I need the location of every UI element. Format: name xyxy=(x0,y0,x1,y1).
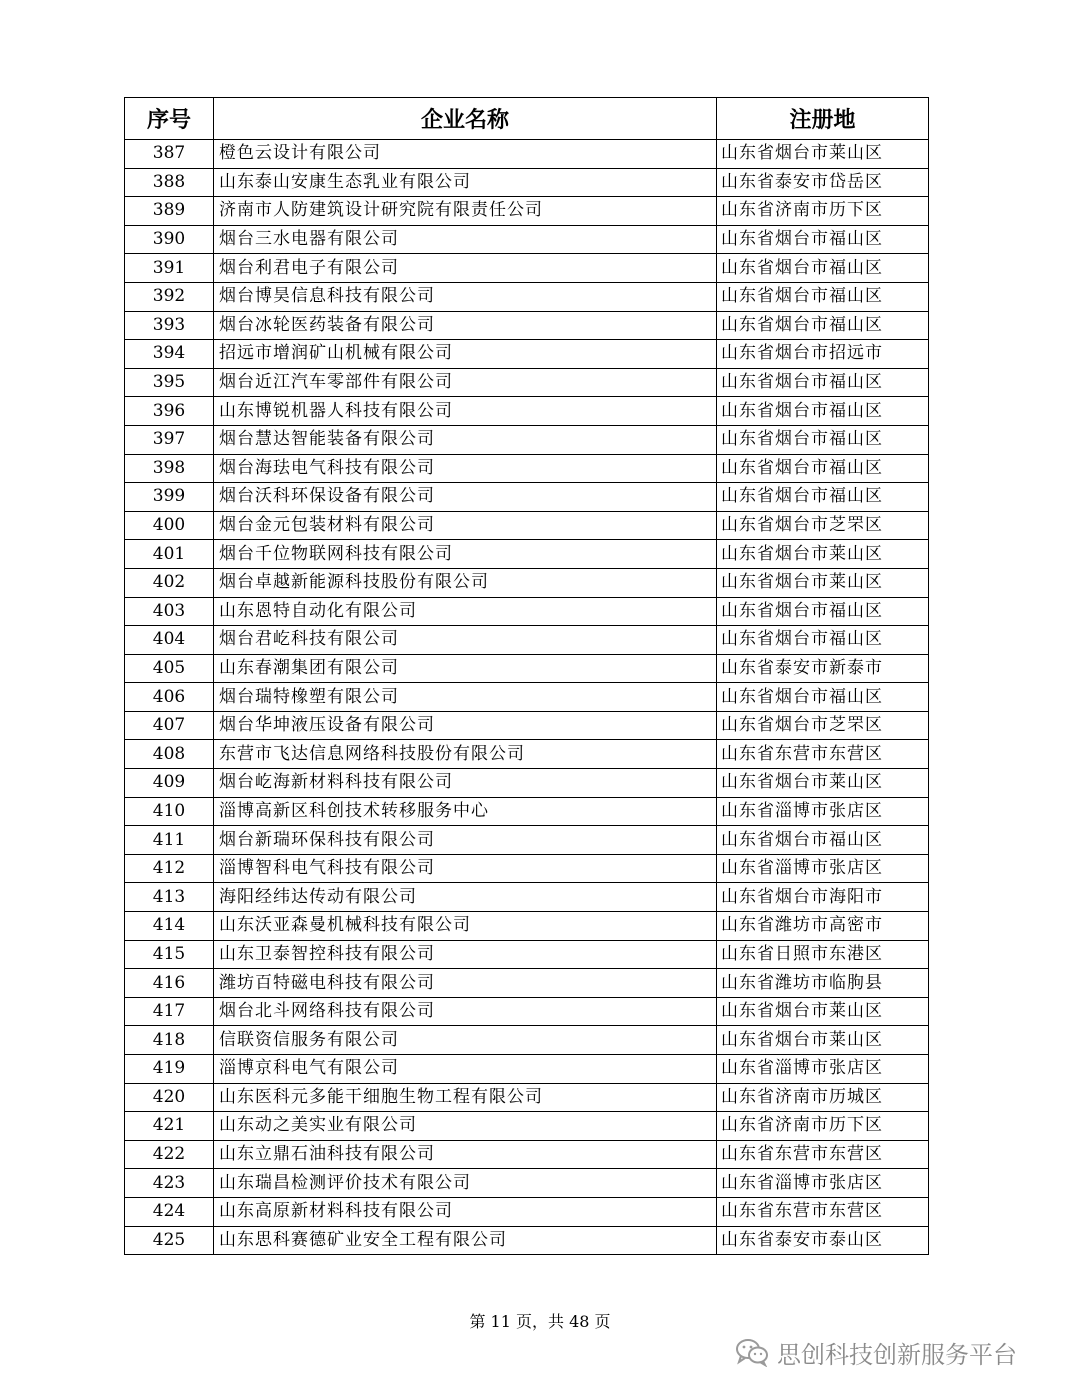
serial-number-cell: 388 xyxy=(125,168,214,197)
registration-place-cell: 山东省泰安市新泰市 xyxy=(717,654,929,683)
company-name-cell: 烟台屹海新材料科技有限公司 xyxy=(214,769,717,798)
table-row xyxy=(125,854,929,883)
company-name-cell: 山东医科元多能干细胞生物工程有限公司 xyxy=(214,1083,717,1112)
watermark xyxy=(735,1334,1017,1370)
table-row xyxy=(125,997,929,1026)
serial-number-cell: 392 xyxy=(125,282,214,311)
company-name-cell: 烟台千位物联网科技有限公司 xyxy=(214,540,717,569)
registration-place-cell: 山东省烟台市福山区 xyxy=(717,311,929,340)
company-name-cell: 烟台金元包装材料有限公司 xyxy=(214,511,717,540)
company-name-cell: 东营市飞达信息网络科技股份有限公司 xyxy=(214,740,717,769)
table-row xyxy=(125,282,929,311)
company-name-cell: 山东沃亚森曼机械科技有限公司 xyxy=(214,912,717,941)
serial-number-cell: 404 xyxy=(125,626,214,655)
serial-number-cell: 418 xyxy=(125,1026,214,1055)
registration-place-cell: 山东省烟台市福山区 xyxy=(717,225,929,254)
serial-number-cell: 394 xyxy=(125,340,214,369)
company-name-cell: 山东动之美实业有限公司 xyxy=(214,1112,717,1141)
registration-place-cell: 山东省烟台市海阳市 xyxy=(717,883,929,912)
company-name-cell: 济南市人防建筑设计研究院有限责任公司 xyxy=(214,197,717,226)
serial-number-cell: 396 xyxy=(125,397,214,426)
serial-number-cell: 414 xyxy=(125,912,214,941)
header-company-name: 企业名称 xyxy=(214,98,717,140)
serial-number-cell: 407 xyxy=(125,711,214,740)
serial-number-cell: 400 xyxy=(125,511,214,540)
table-row xyxy=(125,912,929,941)
company-name-cell: 山东卫泰智控科技有限公司 xyxy=(214,940,717,969)
serial-number-cell: 425 xyxy=(125,1226,214,1255)
table-row xyxy=(125,197,929,226)
table-row xyxy=(125,511,929,540)
table-row xyxy=(125,740,929,769)
table-row xyxy=(125,225,929,254)
table-row xyxy=(125,311,929,340)
table-row xyxy=(125,969,929,998)
registration-place-cell: 山东省烟台市福山区 xyxy=(717,282,929,311)
registration-place-cell: 山东省济南市历下区 xyxy=(717,1112,929,1141)
company-name-cell: 淄博京科电气有限公司 xyxy=(214,1055,717,1084)
registration-place-cell: 山东省烟台市莱山区 xyxy=(717,568,929,597)
company-name-cell: 山东立鼎石油科技有限公司 xyxy=(214,1140,717,1169)
table-row xyxy=(125,1083,929,1112)
table-row xyxy=(125,254,929,283)
table-row xyxy=(125,397,929,426)
serial-number-cell: 416 xyxy=(125,969,214,998)
serial-number-cell: 402 xyxy=(125,568,214,597)
registration-place-cell: 山东省烟台市莱山区 xyxy=(717,769,929,798)
registration-place-cell: 山东省烟台市福山区 xyxy=(717,425,929,454)
table-row xyxy=(125,797,929,826)
serial-number-cell: 410 xyxy=(125,797,214,826)
company-name-cell: 烟台华坤液压设备有限公司 xyxy=(214,711,717,740)
table-row xyxy=(125,597,929,626)
registration-place-cell: 山东省东营市东营区 xyxy=(717,1197,929,1226)
table-body xyxy=(125,140,929,1255)
serial-number-cell: 390 xyxy=(125,225,214,254)
table-header-row xyxy=(125,98,929,140)
registration-place-cell: 山东省烟台市福山区 xyxy=(717,454,929,483)
company-name-cell: 烟台近江汽车零部件有限公司 xyxy=(214,368,717,397)
serial-number-cell: 409 xyxy=(125,769,214,798)
serial-number-cell: 420 xyxy=(125,1083,214,1112)
registration-place-cell: 山东省烟台市芝罘区 xyxy=(717,511,929,540)
registration-place-cell: 山东省烟台市莱山区 xyxy=(717,540,929,569)
registration-place-cell: 山东省淄博市张店区 xyxy=(717,1055,929,1084)
registration-place-cell: 山东省烟台市福山区 xyxy=(717,683,929,712)
serial-number-cell: 397 xyxy=(125,425,214,454)
company-name-cell: 烟台冰轮医药装备有限公司 xyxy=(214,311,717,340)
registration-place-cell: 山东省淄博市张店区 xyxy=(717,854,929,883)
serial-number-cell: 405 xyxy=(125,654,214,683)
serial-number-cell: 401 xyxy=(125,540,214,569)
registration-place-cell: 山东省烟台市莱山区 xyxy=(717,1026,929,1055)
table-row xyxy=(125,368,929,397)
company-name-cell: 烟台博昊信息科技有限公司 xyxy=(214,282,717,311)
registration-place-cell: 山东省烟台市招远市 xyxy=(717,340,929,369)
registration-place-cell: 山东省潍坊市临朐县 xyxy=(717,969,929,998)
registration-place-cell: 山东省烟台市福山区 xyxy=(717,626,929,655)
table-row xyxy=(125,654,929,683)
serial-number-cell: 406 xyxy=(125,683,214,712)
table-row xyxy=(125,683,929,712)
registration-place-cell: 山东省东营市东营区 xyxy=(717,1140,929,1169)
serial-number-cell: 393 xyxy=(125,311,214,340)
company-name-cell: 山东博锐机器人科技有限公司 xyxy=(214,397,717,426)
serial-number-cell: 398 xyxy=(125,454,214,483)
registration-place-cell: 山东省烟台市福山区 xyxy=(717,826,929,855)
serial-number-cell: 413 xyxy=(125,883,214,912)
page-number: 第 11 页，共 48 页 xyxy=(469,1312,611,1331)
table-row xyxy=(125,340,929,369)
header-registration: 注册地 xyxy=(717,98,929,140)
serial-number-cell: 424 xyxy=(125,1197,214,1226)
registration-place-cell: 山东省济南市历城区 xyxy=(717,1083,929,1112)
wechat-icon xyxy=(735,1337,769,1367)
serial-number-cell: 408 xyxy=(125,740,214,769)
table-row xyxy=(125,1055,929,1084)
company-name-cell: 烟台卓越新能源科技股份有限公司 xyxy=(214,568,717,597)
table-row xyxy=(125,940,929,969)
table-row xyxy=(125,140,929,169)
registration-place-cell: 山东省烟台市芝罘区 xyxy=(717,711,929,740)
table-row xyxy=(125,1226,929,1255)
registration-place-cell: 山东省日照市东港区 xyxy=(717,940,929,969)
company-name-cell: 烟台君屹科技有限公司 xyxy=(214,626,717,655)
table-row xyxy=(125,826,929,855)
registration-place-cell: 山东省烟台市福山区 xyxy=(717,254,929,283)
company-name-cell: 烟台新瑞环保科技有限公司 xyxy=(214,826,717,855)
serial-number-cell: 391 xyxy=(125,254,214,283)
table-row xyxy=(125,483,929,512)
serial-number-cell: 411 xyxy=(125,826,214,855)
company-name-cell: 潍坊百特磁电科技有限公司 xyxy=(214,969,717,998)
registration-place-cell: 山东省烟台市福山区 xyxy=(717,368,929,397)
serial-number-cell: 399 xyxy=(125,483,214,512)
company-name-cell: 山东恩特自动化有限公司 xyxy=(214,597,717,626)
table-row xyxy=(125,711,929,740)
company-name-cell: 山东春潮集团有限公司 xyxy=(214,654,717,683)
company-name-cell: 烟台利君电子有限公司 xyxy=(214,254,717,283)
registration-place-cell: 山东省泰安市岱岳区 xyxy=(717,168,929,197)
table-row xyxy=(125,454,929,483)
company-name-cell: 淄博智科电气科技有限公司 xyxy=(214,854,717,883)
serial-number-cell: 403 xyxy=(125,597,214,626)
table-row xyxy=(125,1197,929,1226)
table-row xyxy=(125,540,929,569)
company-name-cell: 淄博高新区科创技术转移服务中心 xyxy=(214,797,717,826)
registration-place-cell: 山东省烟台市福山区 xyxy=(717,397,929,426)
table-row xyxy=(125,568,929,597)
company-name-cell: 信联资信服务有限公司 xyxy=(214,1026,717,1055)
serial-number-cell: 412 xyxy=(125,854,214,883)
watermark-text: 思创科技创新服务平台 xyxy=(777,1340,1017,1369)
registration-place-cell: 山东省淄博市张店区 xyxy=(717,1169,929,1198)
table-row xyxy=(125,769,929,798)
serial-number-cell: 421 xyxy=(125,1112,214,1141)
company-name-cell: 山东瑞昌检测评价技术有限公司 xyxy=(214,1169,717,1198)
company-name-cell: 烟台海珐电气科技有限公司 xyxy=(214,454,717,483)
serial-number-cell: 389 xyxy=(125,197,214,226)
serial-number-cell: 422 xyxy=(125,1140,214,1169)
company-name-cell: 烟台瑞特橡塑有限公司 xyxy=(214,683,717,712)
registration-place-cell: 山东省济南市历下区 xyxy=(717,197,929,226)
enterprise-table xyxy=(124,97,929,1255)
table-row xyxy=(125,1112,929,1141)
table-row xyxy=(125,883,929,912)
company-name-cell: 烟台沃科环保设备有限公司 xyxy=(214,483,717,512)
serial-number-cell: 417 xyxy=(125,997,214,1026)
company-name-cell: 山东泰山安康生态乳业有限公司 xyxy=(214,168,717,197)
table-row xyxy=(125,425,929,454)
registration-place-cell: 山东省潍坊市高密市 xyxy=(717,912,929,941)
registration-place-cell: 山东省烟台市莱山区 xyxy=(717,997,929,1026)
company-name-cell: 橙色云设计有限公司 xyxy=(214,140,717,169)
registration-place-cell: 山东省烟台市福山区 xyxy=(717,483,929,512)
serial-number-cell: 415 xyxy=(125,940,214,969)
table-row xyxy=(125,1169,929,1198)
registration-place-cell: 山东省东营市东营区 xyxy=(717,740,929,769)
table-row xyxy=(125,1026,929,1055)
company-name-cell: 招远市增润矿山机械有限公司 xyxy=(214,340,717,369)
company-name-cell: 烟台三水电器有限公司 xyxy=(214,225,717,254)
company-name-cell: 烟台北斗网络科技有限公司 xyxy=(214,997,717,1026)
registration-place-cell: 山东省烟台市莱山区 xyxy=(717,140,929,169)
header-serial: 序号 xyxy=(125,98,214,140)
serial-number-cell: 395 xyxy=(125,368,214,397)
registration-place-cell: 山东省淄博市张店区 xyxy=(717,797,929,826)
serial-number-cell: 387 xyxy=(125,140,214,169)
serial-number-cell: 423 xyxy=(125,1169,214,1198)
registration-place-cell: 山东省泰安市泰山区 xyxy=(717,1226,929,1255)
registration-place-cell: 山东省烟台市福山区 xyxy=(717,597,929,626)
table-row xyxy=(125,168,929,197)
company-name-cell: 烟台慧达智能装备有限公司 xyxy=(214,425,717,454)
table-row xyxy=(125,626,929,655)
table-row xyxy=(125,1140,929,1169)
company-name-cell: 山东思科赛德矿业安全工程有限公司 xyxy=(214,1226,717,1255)
serial-number-cell: 419 xyxy=(125,1055,214,1084)
company-name-cell: 山东高原新材料科技有限公司 xyxy=(214,1197,717,1226)
company-name-cell: 海阳经纬达传动有限公司 xyxy=(214,883,717,912)
